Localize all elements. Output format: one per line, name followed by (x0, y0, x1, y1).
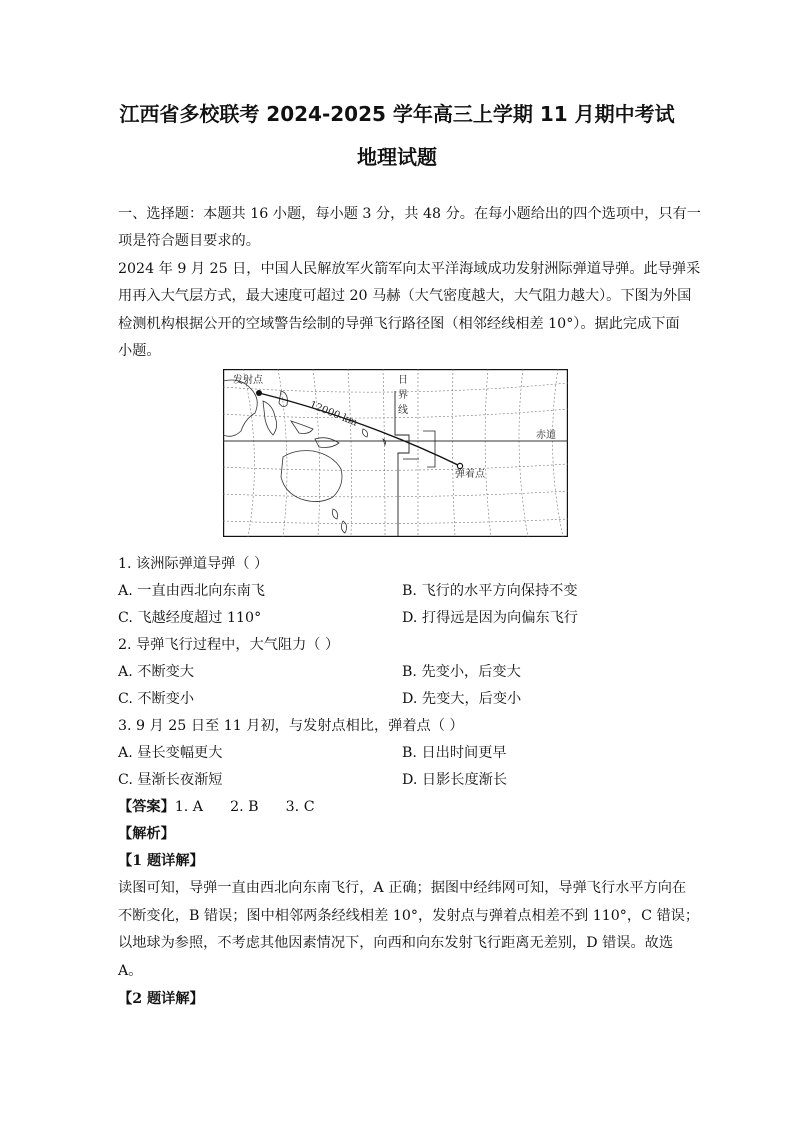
question-option: B. 日出时间更早 (402, 745, 507, 761)
equator-label: 赤道 (536, 430, 556, 441)
analysis-text-line: 不断变化，B 错误；图中相邻两条经线相差 10°，发射点与弹着点相差不到 110°，C 错误； (118, 908, 700, 924)
answer-line (118, 797, 315, 817)
distance-label: 12000 km (307, 399, 359, 429)
question-option: D. 打得远是因为向偏东飞行 (402, 610, 578, 626)
question-option: B. 飞行的水平方向保持不变 (402, 583, 578, 599)
page-subtitle: 地理试题 (357, 145, 437, 169)
question-stem: 3. 9 月 25 日至 11 月初，与发射点相比，弹着点（ ） (118, 718, 464, 734)
impact-point-marker (457, 463, 462, 468)
q2-detail-label: 【2 题详解】 (118, 991, 204, 1007)
question-option: D. 日影长度渐长 (402, 772, 508, 788)
question-option: A. 不断变大 (118, 664, 195, 680)
dateline-label-3: 线 (398, 405, 408, 416)
launch-point-label: 发射点 (233, 375, 263, 386)
question-option: C. 不断变小 (118, 691, 195, 707)
question-option: C. 昼渐长夜渐短 (118, 772, 223, 788)
section-instruction-line: 一、选择题：本题共 16 小题，每小题 3 分，共 48 分。在每小题给出的四个选项中，只有一 (118, 206, 701, 222)
question-option: D. 先变大，后变小 (402, 691, 522, 707)
section-instruction-line: 项是符合题目要求的。 (118, 233, 260, 249)
question-option: C. 飞越经度超过 110° (118, 610, 262, 626)
analysis-text-line: A。 (118, 963, 143, 979)
dateline-label-1: 日 (398, 375, 408, 386)
answer-label: 【答案】 (118, 799, 175, 815)
dateline-label-2: 界 (398, 390, 408, 401)
material-text-line: 用再入大气层方式，最大速度可超过 20 马赫（大气密度越大，大气阻力越大）。下图为外国 (118, 288, 692, 304)
material-text-line: 2024 年 9 月 25 日，中国人民解放军火箭军向太平洋海域成功发射洲际弹道导弹。此导弹采 (118, 261, 701, 277)
q1-detail-label: 【1 题详解】 (118, 853, 204, 869)
page-title: 江西省多校联考 2024-2025 学年高三上学期 11 月期中考试 (119, 102, 675, 126)
impact-point-label: 弹着点 (455, 469, 485, 480)
analysis-text-line: 以地球为参照，不考虑其他因素情况下，向西和向东发射飞行距离无差别，D 错误。故选 (118, 935, 674, 951)
analysis-text-line: 读图可知，导弹一直由西北向东南飞行，A 正确；据图中经纬网可知，导弹飞行水平方向在 (118, 880, 687, 896)
question-option: B. 先变小，后变大 (402, 664, 521, 680)
material-text-line: 检测机构根据公开的空域警告绘制的导弹飞行路径图（相邻经线相差 10°）。据此完成下面 (118, 316, 680, 332)
answer-text: 1. A 2. B 3. C (174, 799, 315, 815)
question-stem: 2. 导弹飞行过程中，大气阻力（ ） (118, 637, 340, 653)
material-text-line: 小题。 (118, 343, 161, 359)
launch-point-marker (256, 390, 262, 396)
question-option: A. 一直由西北向东南飞 (118, 583, 265, 599)
analysis-label: 【解析】 (118, 826, 175, 842)
question-stem: 1. 该洲际弹道导弹（ ） (118, 556, 269, 572)
missile-path-map (223, 369, 568, 537)
question-option: A. 昼长变幅更大 (118, 745, 223, 761)
